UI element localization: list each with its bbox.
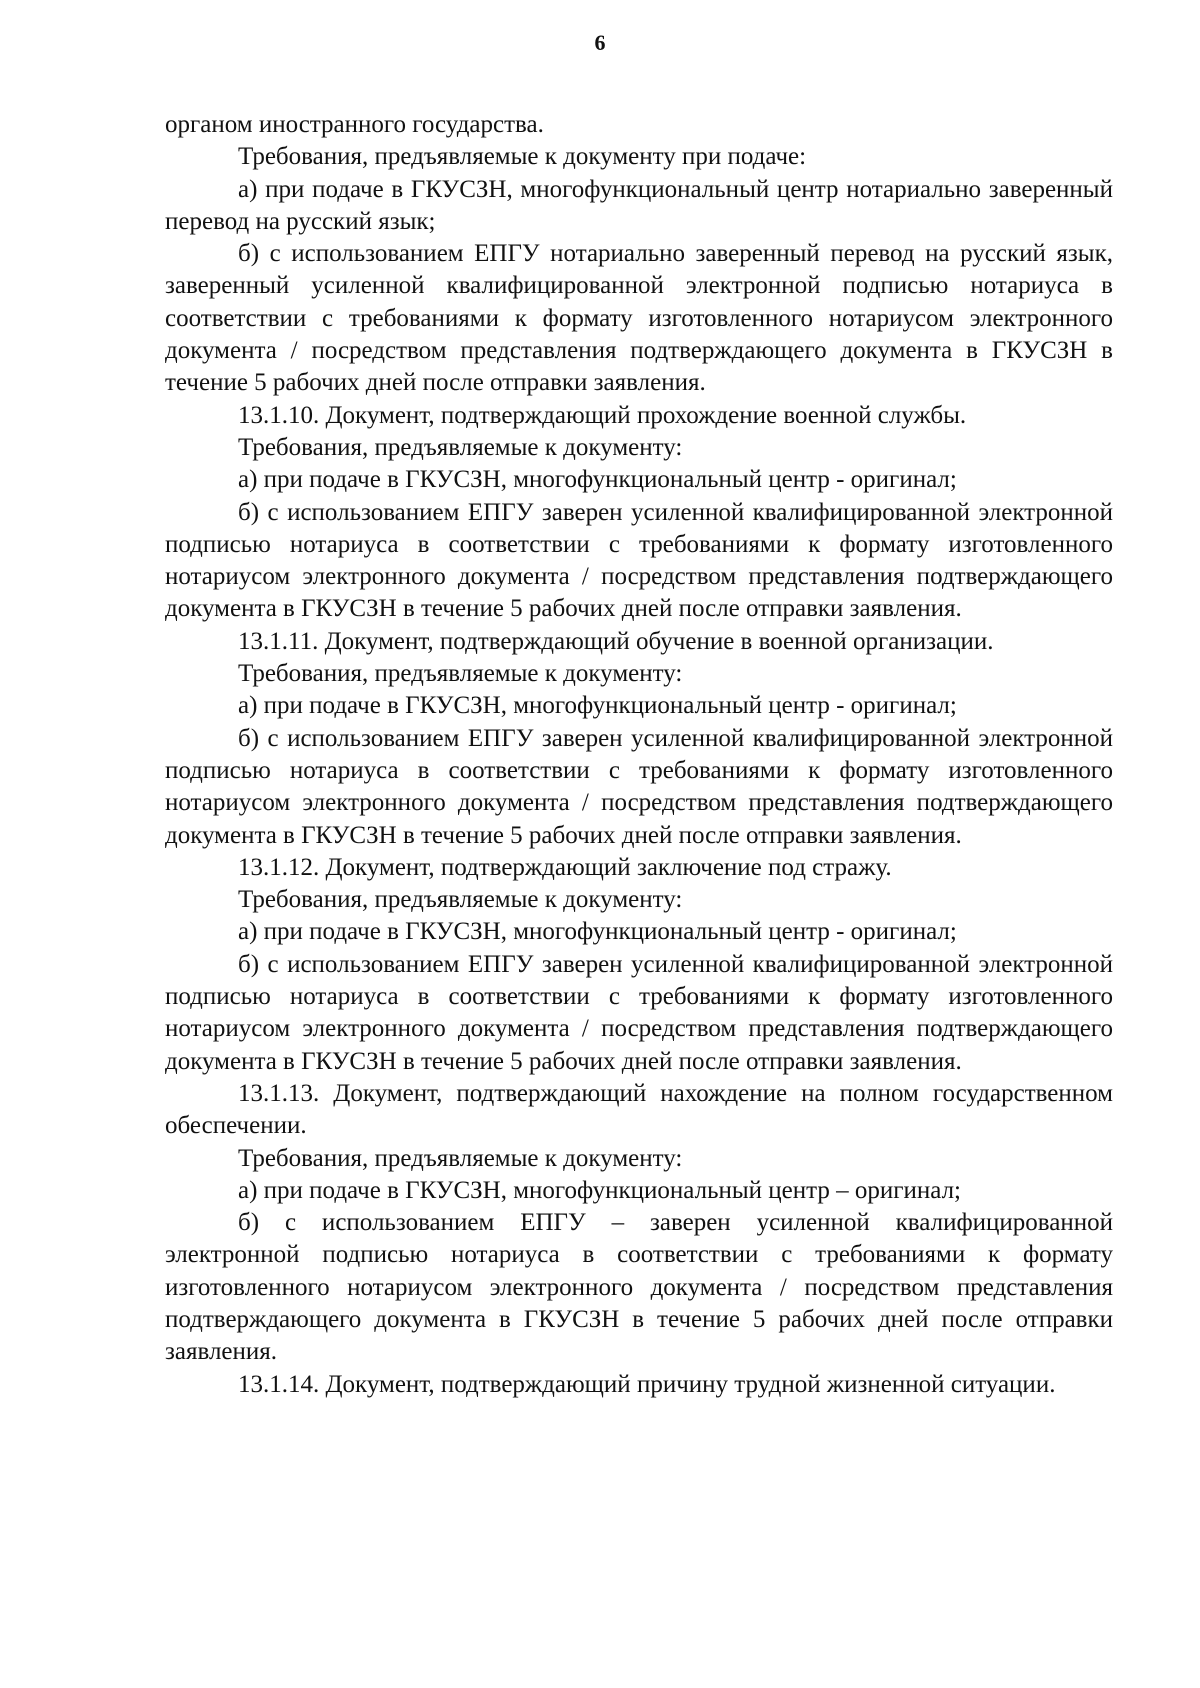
paragraph-item-b: б) с использованием ЕПГУ заверен усиленной квалифицированной электронной подписью нотариуса в соответствии с требованиями к формату изготовленного нотариусом электронного документа / посредством представления подтверждающего документа в ГКУСЗН в течение 5 рабочих дней после отправки заявления. bbox=[165, 724, 1113, 849]
paragraph-requirements: Требования, предъявляемые к документу: bbox=[238, 660, 683, 688]
paragraph-continuation: органом иностранного государства. bbox=[165, 111, 544, 138]
paragraph-item-a: а) при подаче в ГКУСЗН, многофункциональный центр – оригинал; bbox=[238, 1176, 961, 1204]
paragraph-requirements: Требования, предъявляемые к документу: bbox=[238, 1144, 683, 1172]
paragraph-requirements: Требования, предъявляемые к документу при подаче: bbox=[238, 143, 807, 171]
paragraph-item-a: а) при подаче в ГКУСЗН, многофункциональный центр - оригинал; bbox=[238, 466, 957, 494]
paragraph-item-b: б) с использованием ЕПГУ заверен усиленной квалифицированной электронной подписью нотариуса в соответствии с требованиями к формату изготовленного нотариусом электронного документа / посредством представления подтверждающего документа в ГКУСЗН в течение 5 рабочих дней после отправки заявления. bbox=[165, 498, 1113, 623]
paragraph-requirements: Требования, предъявляемые к документу: bbox=[238, 433, 683, 461]
paragraph-item-a: а) при подаче в ГКУСЗН, многофункциональный центр - оригинал; bbox=[238, 692, 957, 720]
section-heading-13-1-11: 13.1.11. Документ, подтверждающий обучение в военной организации. bbox=[238, 627, 994, 655]
section-heading-13-1-10: 13.1.10. Документ, подтверждающий прохождение военной службы. bbox=[238, 401, 967, 429]
paragraph-item-b: б) с использованием ЕПГУ – заверен усиленной квалифицированной электронной подписью нотариуса в соответствии с требованиями к формату изготовленного нотариусом электронного документа / посредством представления подтверждающего документа в ГКУСЗН в течение 5 рабочих дней после отправки заявления. bbox=[165, 1209, 1113, 1366]
paragraph-item-a: а) при подаче в ГКУСЗН, многофункциональный центр - оригинал; bbox=[238, 918, 957, 946]
section-heading-13-1-13: 13.1.13. Документ, подтверждающий нахождение на полном государственном обеспечении. bbox=[165, 1079, 1113, 1140]
section-heading-13-1-14: 13.1.14. Документ, подтверждающий причину трудной жизненной ситуации. bbox=[238, 1370, 1056, 1398]
section-heading-13-1-12: 13.1.12. Документ, подтверждающий заключение под стражу. bbox=[238, 853, 892, 881]
paragraph-item-b: б) с использованием ЕПГУ нотариально заверенный перевод на русский язык, заверенный усиленной квалифицированной электронной подписью нотариуса в соответствии с требованиями к формату изготовленного нотариусом электронного документа / посредством представления подтверждающего документа в ГКУСЗН в течение 5 рабочих дней после отправки заявления. bbox=[165, 240, 1113, 397]
paragraph-item-b: б) с использованием ЕПГУ заверен усиленной квалифицированной электронной подписью нотариуса в соответствии с требованиями к формату изготовленного нотариусом электронного документа / посредством представления подтверждающего документа в ГКУСЗН в течение 5 рабочих дней после отправки заявления. bbox=[165, 950, 1113, 1075]
document-body bbox=[165, 109, 1113, 1401]
paragraph-requirements: Требования, предъявляемые к документу: bbox=[238, 886, 683, 914]
page-number: 6 bbox=[594, 30, 606, 55]
paragraph-item-a: а) при подаче в ГКУСЗН, многофункциональный центр нотариально заверенный перевод на русский язык; bbox=[165, 175, 1113, 235]
